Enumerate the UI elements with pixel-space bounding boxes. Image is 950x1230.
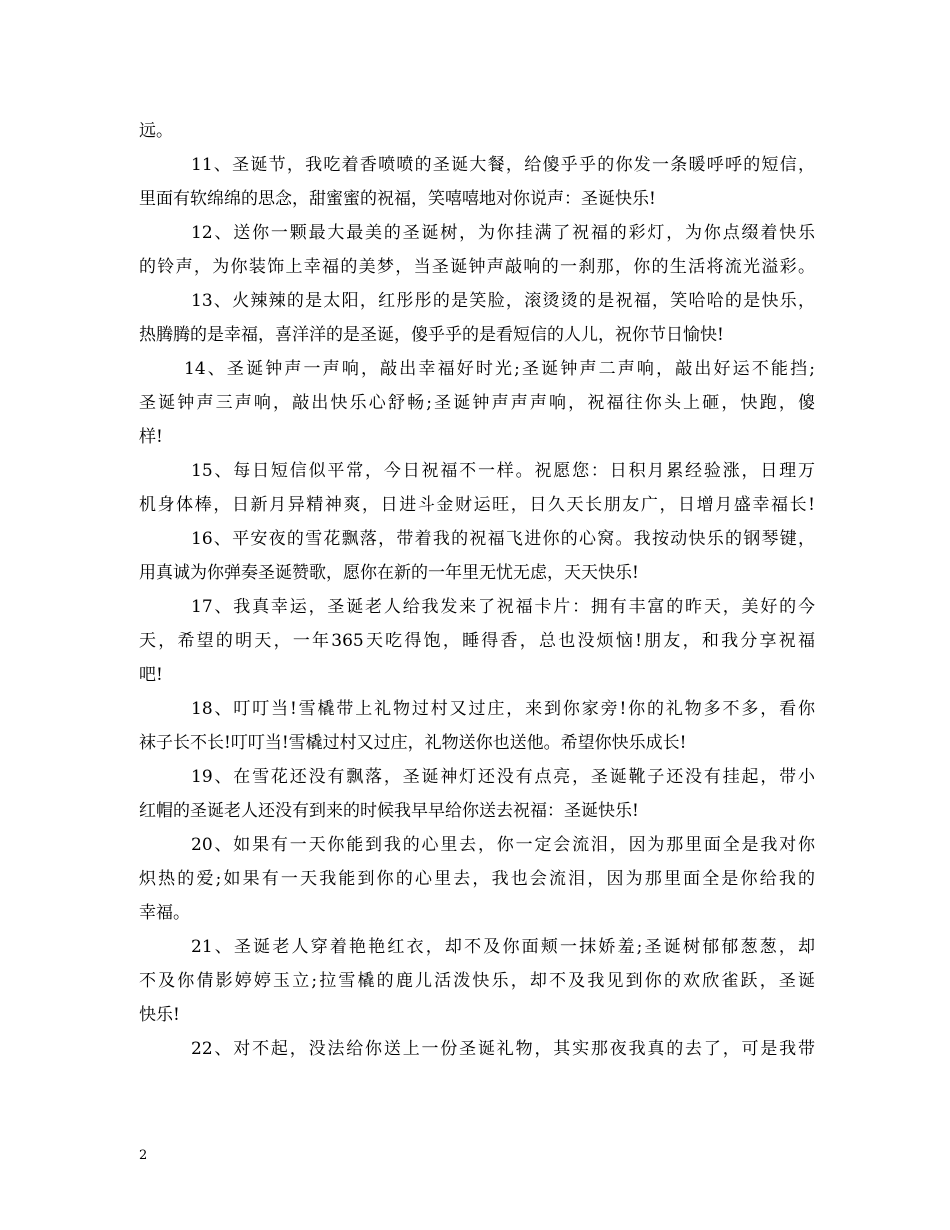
- text-line: 吧!: [139, 665, 163, 685]
- text-line: 样!: [139, 427, 163, 447]
- text-line: 不及你倩影婷婷玉立;拉雪橇的鹿儿活泼快乐，却不及我见到你的欢欣雀跃，圣诞: [139, 971, 815, 991]
- text-line: 热腾腾的是幸福，喜洋洋的是圣诞，傻乎乎的是看短信的人儿，祝你节日愉快!: [139, 325, 724, 345]
- page-number: 2: [139, 1148, 148, 1163]
- paragraph-15-first-line: 15、每日短信似平常，今日祝福不一样。祝愿您：日积月累经验涨，日理万: [191, 461, 815, 481]
- paragraph-21-first-line: 21、圣诞老人穿着艳艳红衣，却不及你面颊一抹娇羞;圣诞树郁郁葱葱，却: [191, 937, 815, 957]
- paragraph-13-first-line: 13、火辣辣的是太阳，红彤彤的是笑脸，滚烫烫的是祝福，笑哈哈的是快乐，: [191, 291, 815, 311]
- text-line: 的铃声，为你装饰上幸福的美梦，当圣诞钟声敲响的一刹那，你的生活将流光溢彩。: [139, 257, 815, 277]
- text-line: 天，希望的明天，一年365天吃得饱，睡得香，总也没烦恼!朋友，和我分享祝福: [139, 631, 815, 651]
- text-line: 机身体棒，日新月异精神爽，日进斗金财运旺，日久天长朋友广，日增月盛幸福长!: [139, 495, 815, 515]
- paragraph-12-first-line: 12、送你一颗最大最美的圣诞树，为你挂满了祝福的彩灯，为你点缀着快乐: [191, 223, 815, 243]
- paragraph-18-first-line: 18、叮叮当!雪橇带上礼物过村又过庄，来到你家旁!你的礼物多不多，看你: [191, 699, 815, 719]
- body-text: [139, 114, 815, 1066]
- paragraph-19-first-line: 19、在雪花还没有飘落，圣诞神灯还没有点亮，圣诞靴子还没有挂起，带小: [191, 767, 815, 787]
- text-line: 里面有软绵绵的思念，甜蜜蜜的祝福，笑嘻嘻地对你说声：圣诞快乐!: [139, 189, 656, 209]
- paragraph-20-first-line: 20、如果有一天你能到我的心里去，你一定会流泪，因为那里面全是我对你: [191, 835, 815, 855]
- text-line: 炽热的爱;如果有一天我能到你的心里去，我也会流泪，因为那里面全是你给我的: [139, 869, 815, 889]
- text-line: 用真诚为你弹奏圣诞赞歌，愿你在新的一年里无忧无虑，天天快乐!: [139, 563, 639, 583]
- paragraph-22-first-line: 22、对不起，没法给你送上一份圣诞礼物，其实那夜我真的去了，可是我带: [191, 1039, 815, 1059]
- text-line: 幸福。: [139, 903, 190, 923]
- text-line: 袜子长不长!叮叮当!雪橇过村又过庄，礼物送你也送他。希望你快乐成长!: [139, 733, 687, 753]
- paragraph-16-first-line: 16、平安夜的雪花飘落，带着我的祝福飞进你的心窝。我按动快乐的钢琴键，: [191, 529, 815, 549]
- text-line: 圣诞钟声三声响，敲出快乐心舒畅;圣诞钟声声声响，祝福往你头上砸，快跑，傻: [139, 393, 815, 413]
- text-line: 快乐!: [139, 1005, 180, 1025]
- paragraph-14-first-line: 14、圣诞钟声一声响，敲出幸福好时光;圣诞钟声二声响，敲出好运不能挡;: [184, 359, 815, 379]
- text-line: 红帽的圣诞老人还没有到来的时候我早早给你送去祝福：圣诞快乐!: [139, 801, 639, 821]
- text-line: 远。: [139, 121, 173, 141]
- paragraph-17-first-line: 17、我真幸运，圣诞老人给我发来了祝福卡片：拥有丰富的昨天，美好的今: [191, 597, 815, 617]
- paragraph-11-first-line: 11、圣诞节，我吃着香喷喷的圣诞大餐，给傻乎乎的你发一条暖呼呼的短信，: [191, 155, 815, 175]
